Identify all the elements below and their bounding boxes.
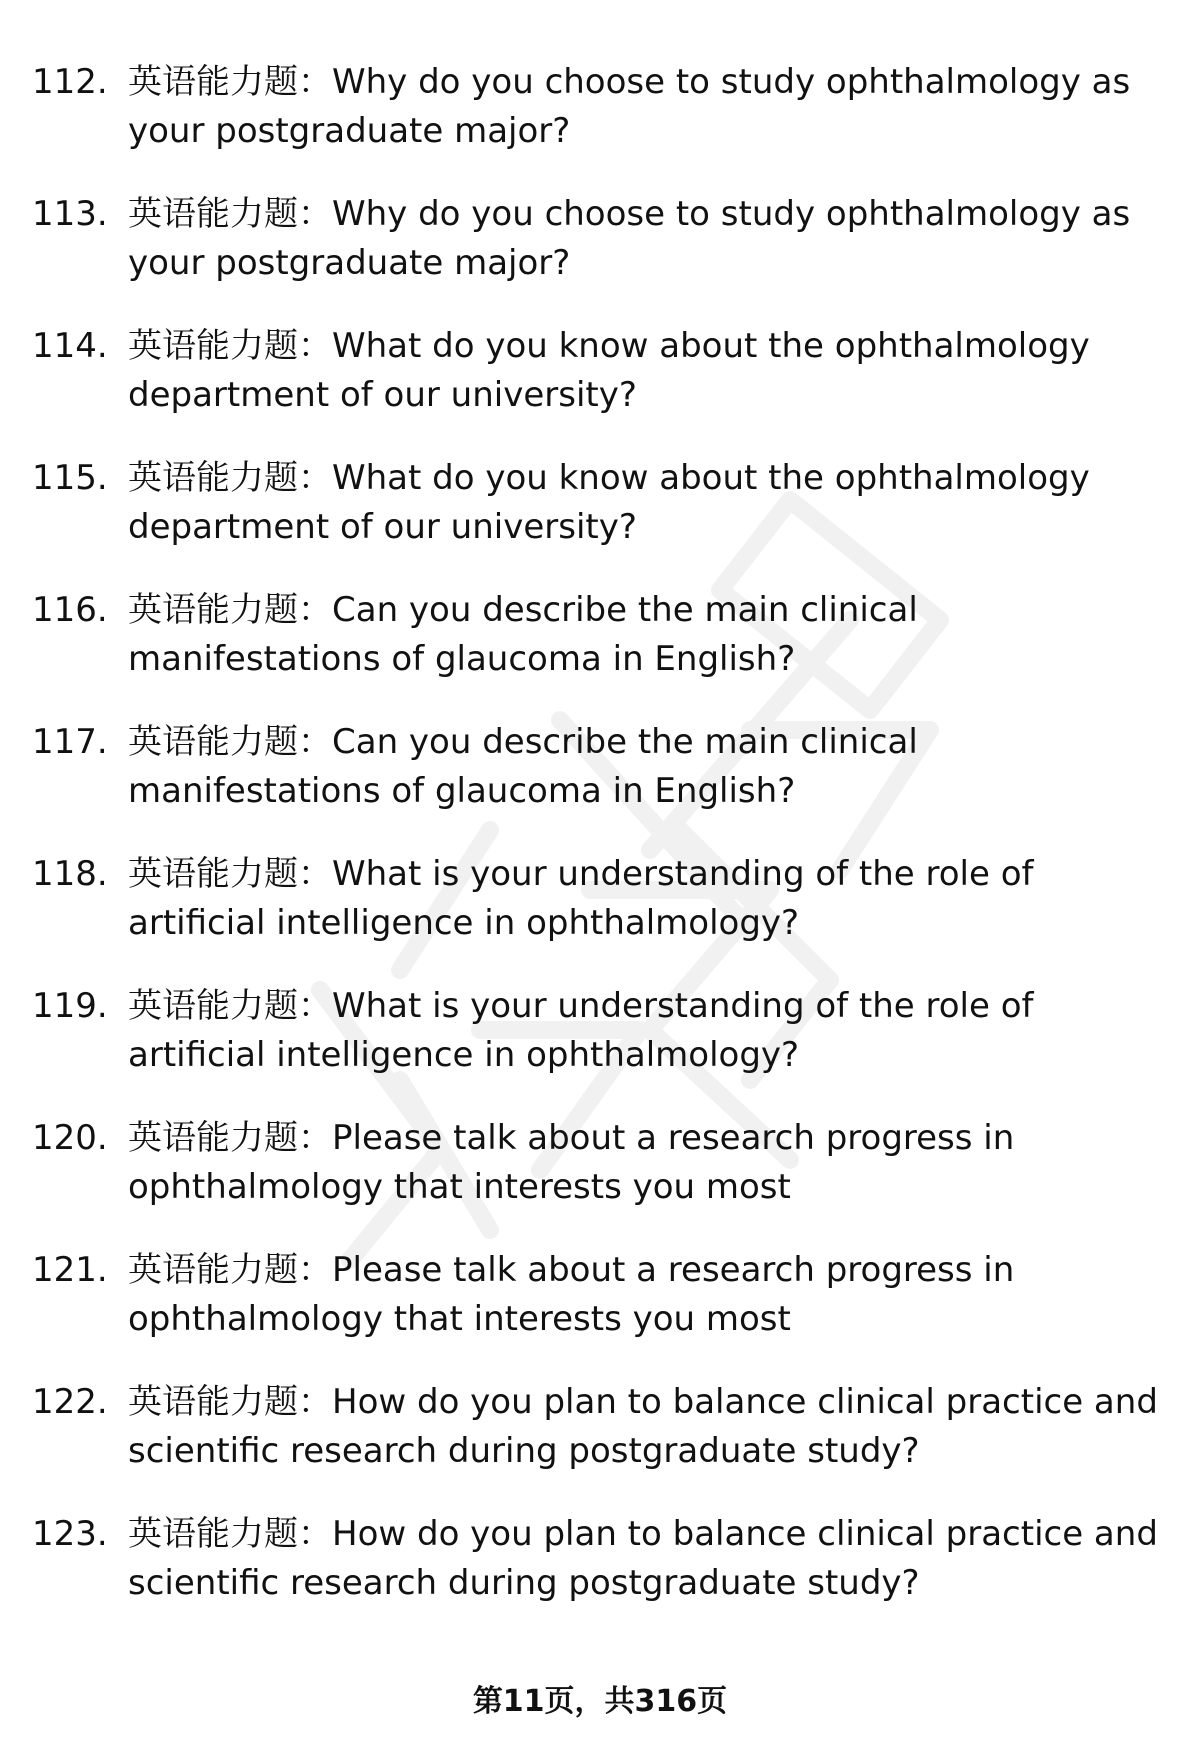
question-body xyxy=(128,454,1160,552)
question-label: 英语能力题： xyxy=(128,62,332,102)
question-text: What do you know about the ophthalmology department of our university? xyxy=(128,326,1090,415)
question-body xyxy=(128,718,1160,816)
question-body xyxy=(128,190,1160,288)
question-body xyxy=(128,1114,1160,1212)
question-label: 英语能力题： xyxy=(128,854,332,894)
question-body xyxy=(128,1378,1160,1476)
question-number: 116. xyxy=(32,590,108,630)
question-number: 113. xyxy=(32,194,108,234)
question-body xyxy=(128,1510,1160,1608)
question-label: 英语能力题： xyxy=(128,1118,332,1158)
question-item xyxy=(0,322,1200,454)
question-number: 112. xyxy=(32,62,108,102)
question-text: What is your understanding of the role of artificial intelligence in ophthalmology? xyxy=(128,986,1034,1075)
question-label: 英语能力题： xyxy=(128,590,332,630)
question-text: Can you describe the main clinical manifestations of glaucoma in English? xyxy=(128,590,918,679)
question-text: What is your understanding of the role of artificial intelligence in ophthalmology? xyxy=(128,854,1034,943)
question-label: 英语能力题： xyxy=(128,1382,332,1422)
question-label: 英语能力题： xyxy=(128,986,332,1026)
question-label: 英语能力题： xyxy=(128,722,332,762)
question-number: 117. xyxy=(32,722,108,762)
question-text: Why do you choose to study ophthalmology as your postgraduate major? xyxy=(128,194,1131,283)
question-body xyxy=(128,1246,1160,1344)
question-item xyxy=(0,1510,1200,1642)
question-label: 英语能力题： xyxy=(128,458,332,498)
question-text: What do you know about the ophthalmology department of our university? xyxy=(128,458,1090,547)
question-text: Please talk about a research progress in ophthalmology that interests you most xyxy=(128,1250,1015,1339)
question-item xyxy=(0,982,1200,1114)
question-label: 英语能力题： xyxy=(128,326,332,366)
question-text: Why do you choose to study ophthalmology as your postgraduate major? xyxy=(128,62,1131,151)
question-item xyxy=(0,1114,1200,1246)
question-number: 123. xyxy=(32,1514,108,1554)
question-item xyxy=(0,1378,1200,1510)
question-number: 122. xyxy=(32,1382,108,1422)
question-number: 115. xyxy=(32,458,108,498)
question-body xyxy=(128,322,1160,420)
question-item xyxy=(0,58,1200,190)
question-body xyxy=(128,850,1160,948)
page-number-footer: 第11页，共316页 xyxy=(472,1684,728,1719)
question-body xyxy=(128,586,1160,684)
question-body xyxy=(128,982,1160,1080)
question-number: 121. xyxy=(32,1250,108,1290)
question-label: 英语能力题： xyxy=(128,194,332,234)
question-text: How do you plan to balance clinical practice and scientific research during postgraduate study? xyxy=(128,1514,1158,1603)
question-item xyxy=(0,718,1200,850)
question-number: 114. xyxy=(32,326,108,366)
question-item xyxy=(0,850,1200,982)
question-label: 英语能力题： xyxy=(128,1250,332,1290)
question-item xyxy=(0,1246,1200,1378)
question-list xyxy=(0,58,1200,1642)
question-item xyxy=(0,454,1200,586)
question-item xyxy=(0,586,1200,718)
question-number: 118. xyxy=(32,854,108,894)
question-label: 英语能力题： xyxy=(128,1514,332,1554)
question-item xyxy=(0,190,1200,322)
question-number: 119. xyxy=(32,986,108,1026)
question-text: Can you describe the main clinical manifestations of glaucoma in English? xyxy=(128,722,918,811)
question-body xyxy=(128,58,1160,156)
question-number: 120. xyxy=(32,1118,108,1158)
question-text: How do you plan to balance clinical practice and scientific research during postgraduate study? xyxy=(128,1382,1158,1471)
question-text: Please talk about a research progress in ophthalmology that interests you most xyxy=(128,1118,1015,1207)
